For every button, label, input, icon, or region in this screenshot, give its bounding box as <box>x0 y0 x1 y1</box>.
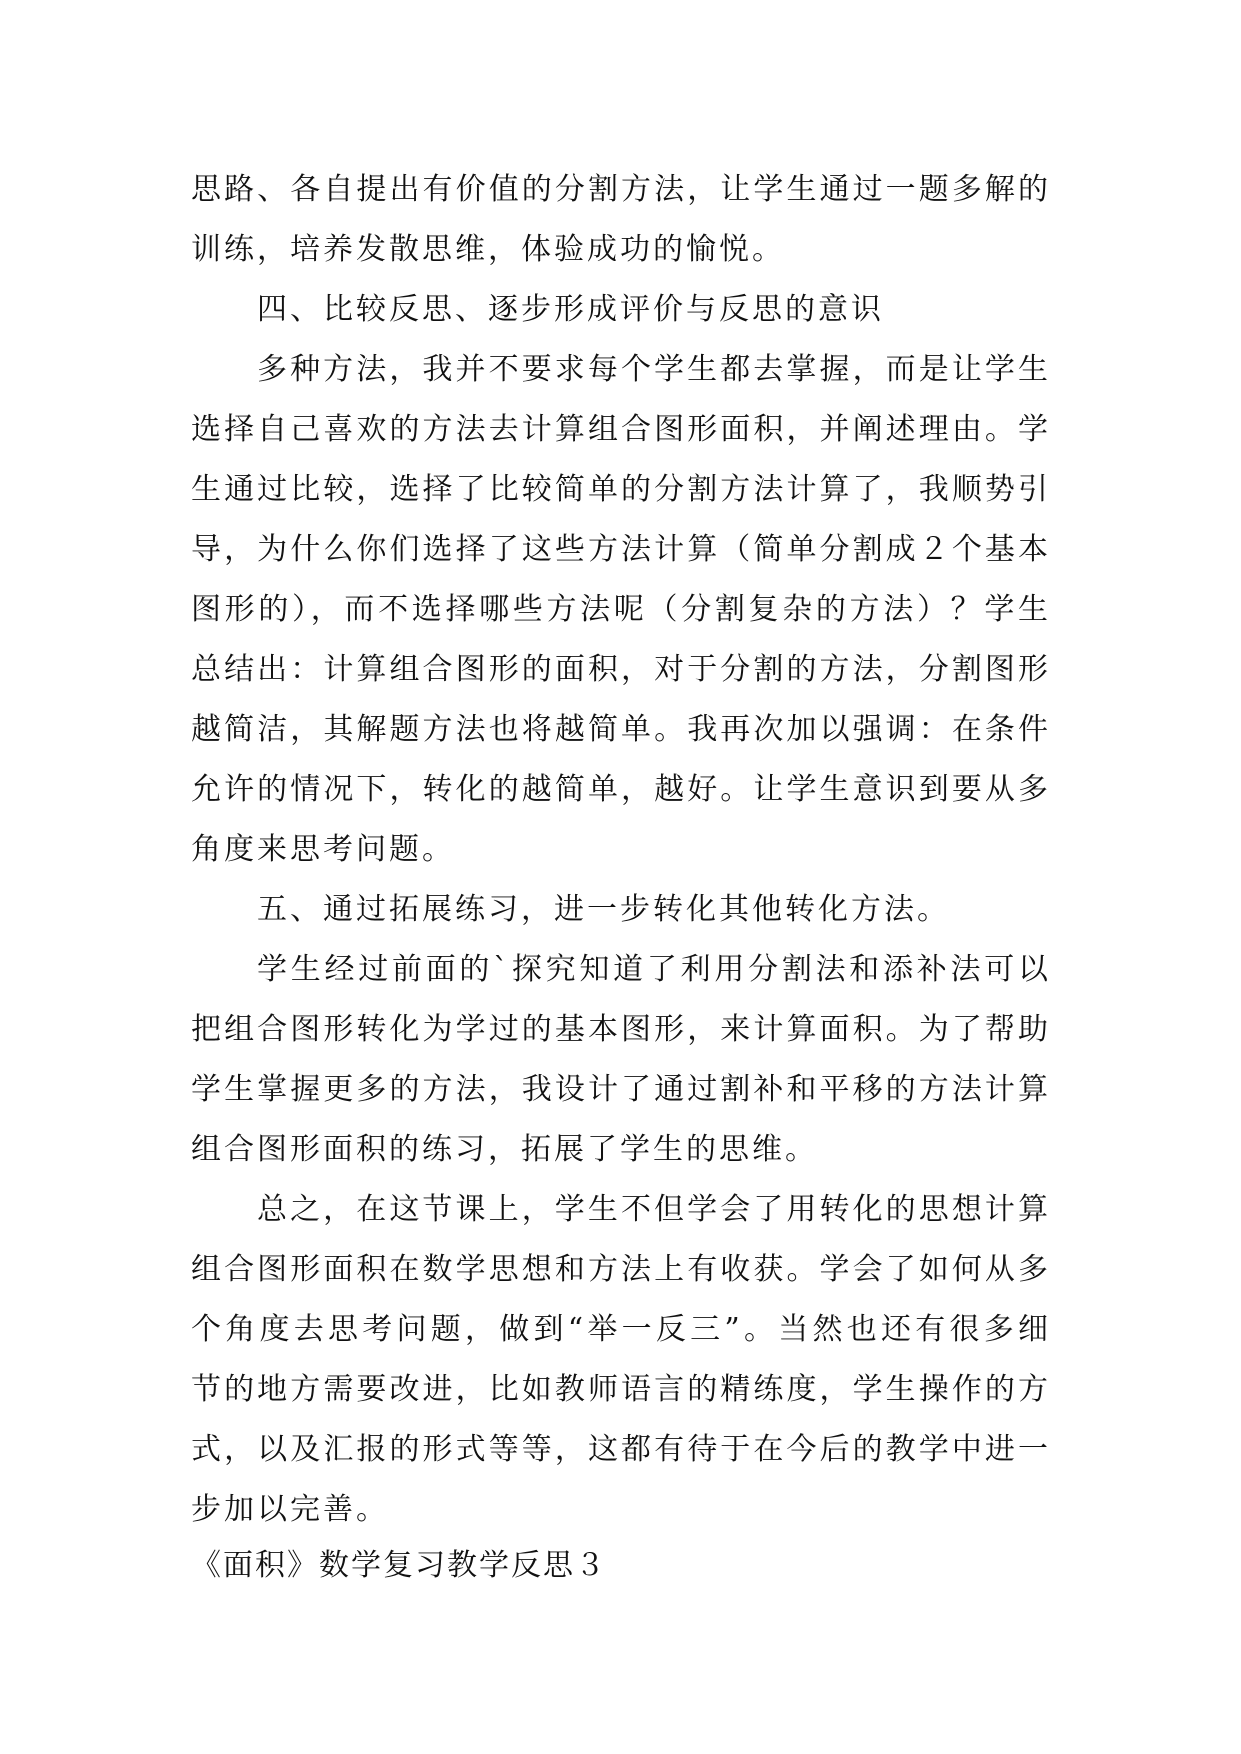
next-section-title: 《面积》数学复习教学反思３ <box>191 1548 607 1583</box>
paragraph-methods: 多种方法，我并不要求每个学生都去掌握，而是让学生选择自己喜欢的方法去计算组合图形面积，并阐述理由。学生通过比较，选择了比较简单的分割方法计算了，我顺势引导，为什么你们选择了这些方法计算（简单分割成２个基本图形的），而不选择哪些方法呢（分割复杂的方法）？学生总结出：计算组合图形的面积，对于分割的方法，分割图形越简洁，其解题方法也将越简单。我再次加以强调：在条件允许的情况下，转化的越简单，越好。让学生意识到要从多角度来思考问题。 <box>191 352 1051 867</box>
section-heading-four: 四、比较反思、逐步形成评价与反思的意识 <box>257 292 884 327</box>
paragraph-summary: 总之，在这节课上，学生不但学会了用转化的思想计算组合图形面积在数学思想和方法上有收获。学会了如何从多个角度去思考问题，做到“举一反三”。当然也还有很多细节的地方需要改进，比如教师语言的精练度，学生操作的方式，以及汇报的形式等等，这都有待于在今后的教学中进一步加以完善。 <box>191 1192 1051 1527</box>
paragraph-continuation: 思路、各自提出有价值的分割方法，让学生通过一题多解的训练，培养发散思维，体验成功的愉悦。 <box>191 172 1051 267</box>
paragraph-extension: 学生经过前面的`探究知道了利用分割法和添补法可以把组合图形转化为学过的基本图形，来计算面积。为了帮助学生掌握更多的方法，我设计了通过割补和平移的方法计算组合图形面积的练习，拓展了学生的思维。 <box>191 952 1051 1167</box>
document-body <box>191 160 1051 1592</box>
section-heading-five: 五、通过拓展练习，进一步转化其他转化方法。 <box>257 892 950 927</box>
